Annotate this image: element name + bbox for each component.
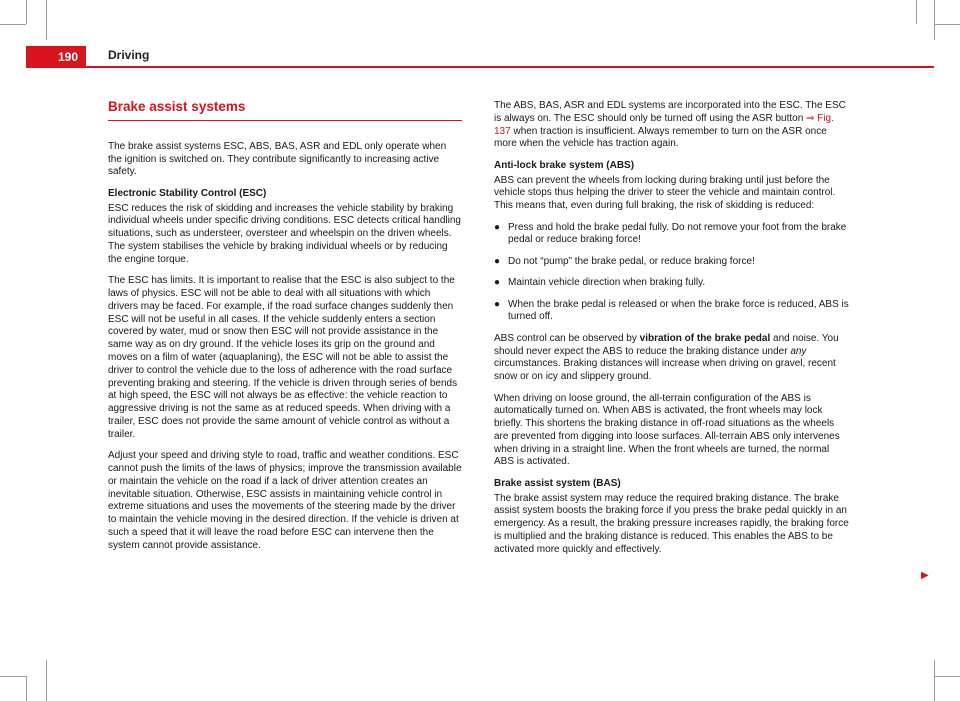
page-heading: Brake assist systems	[108, 101, 462, 121]
abs-loose-ground-paragraph: When driving on loose ground, the all-terrain configuration of the ABS is automatically turned on. When ABS is activated, the front wheels may lock briefly. This shortens the braking distance in off-road situations as the wheels are prevented from digging into loose surfaces. All-terrain ABS only intervenes when driving in a straight line. When the front wheels are turned, the normal ABS is activated.	[494, 392, 840, 468]
abs-paragraph: ABS can prevent the wheels from locking during braking until just before the vehicle stops thus helping the driver to steer the vehicle and maintain control. This means that, even during full braking, the risk of skidding is reduced:	[494, 174, 836, 212]
crop-mark	[26, 0, 27, 24]
crop-mark	[46, 660, 47, 701]
bullet-icon: ●	[494, 255, 501, 267]
crop-mark	[0, 676, 26, 677]
left-column	[108, 100, 462, 561]
bullet-icon: ●	[494, 221, 501, 233]
intro-paragraph: The brake assist systems ESC, ABS, BAS, ASR and EDL only operate when the ignition is switched on. They contribute significantly to increasing active safety.	[108, 140, 447, 178]
esc-paragraph: ESC reduces the risk of skidding and increases the vehicle stability by braking individual wheels under specific driving conditions. ESC detects critical handling situations, such as understeer, oversteer and wheelspin on the driven wheels. The system stabilises the vehicle by braking individual wheels or by reducing the engine torque.	[108, 202, 461, 265]
list-item: ● Maintain vehicle direction when braking fully.	[494, 277, 706, 289]
bas-heading: Brake assist system (BAS)	[494, 477, 621, 489]
crop-mark	[0, 24, 26, 25]
esc-limits-paragraph: The ESC has limits. It is important to realise that the ESC is also subject to the laws of physics. ESC will not be able to deal with all situations with which drivers may be faced. For example, if the road surface changes suddenly then ESC will not be useful in all cases. If the vehicle suddenly enters a section covered by water, mud or snow then ESC will not provide assistance in the same way as on dry ground. If the vehicle loses its grip on the ground and moves on a film of water (aquaplaning), the ESC will not be able to assist the driver to control the vehicle due to the loss of adherence with the road surface preventing braking and steering. If the vehicle is driven through series of bends at high speed, the ESC will not always be as effective: the vehicle reaction to aggressive driving is not the same as at reduced speeds. When driving with a trailer, ESC does not provide the same amount of vehicle control as without a trailer.	[108, 275, 458, 440]
abs-vibration-paragraph: ABS control can be observed by vibration of the brake pedal and noise. You should never expect the ABS to reduce the braking distance under any circumstances. Braking distances will increase when driving on gravel, recent snow or on icy and slippery ground.	[494, 332, 839, 383]
crop-mark	[916, 0, 917, 24]
crop-mark	[934, 0, 935, 40]
list-item: ● Press and hold the brake pedal fully. Do not remove your foot from the brake pedal or reduce braking force!	[494, 221, 847, 246]
page-number: 190	[26, 46, 86, 68]
header-rule	[86, 66, 934, 68]
crop-mark	[934, 676, 960, 677]
bullet-icon: ●	[494, 277, 501, 289]
esc-adjust-paragraph: Adjust your speed and driving style to road, traffic and weather conditions. ESC cannot push the limits of the laws of physics; improve the transmission available or maintain the vehicle on the road if a lack of driver attention creates an inevitable situation. Otherwise, ESC assists in maintaining vehicle control in extreme situations and uses the movements of the steering made by the driver to maintain the vehicle moving in the desired direction. If the vehicle is driven at such a speed that it will leave the road before ESC can intervene then the system cannot provide assistance.	[108, 450, 462, 551]
bas-paragraph: The brake assist system may reduce the required braking distance. The brake assist system boosts the braking force if you press the brake pedal quickly in an emergency. As a result, the braking pressure increases rapidly, the braking force is multiplied and the braking distance is reduced. This enables the ABS to be activated more quickly and effectively.	[494, 492, 849, 555]
crop-mark	[26, 676, 27, 701]
crop-mark	[934, 660, 935, 701]
section-title: Driving	[108, 48, 150, 62]
crop-mark	[46, 0, 47, 40]
continue-arrow-icon: ▶	[921, 570, 929, 581]
bullet-icon: ●	[494, 298, 501, 310]
crop-mark	[934, 24, 960, 25]
esc-heading: Electronic Stability Control (ESC)	[108, 187, 267, 199]
figure-reference-link[interactable]: ⇒ Fig. 137	[494, 112, 834, 137]
list-item: ● Do not “pump” the brake pedal, or reduce braking force!	[494, 255, 755, 267]
list-item: ● When the brake pedal is released or when the brake force is reduced, ABS is turned off.	[494, 298, 849, 323]
esc-integration-paragraph: The ABS, BAS, ASR and EDL systems are incorporated into the ESC. The ESC is always on. The ESC should only be turned off using the ASR button ⇒ Fig. 137 when traction is insufficient. Always remember to turn on the ASR once more when the vehicle has traction again.	[494, 100, 846, 150]
right-column	[494, 100, 850, 565]
abs-heading: Anti-lock brake system (ABS)	[494, 159, 635, 171]
